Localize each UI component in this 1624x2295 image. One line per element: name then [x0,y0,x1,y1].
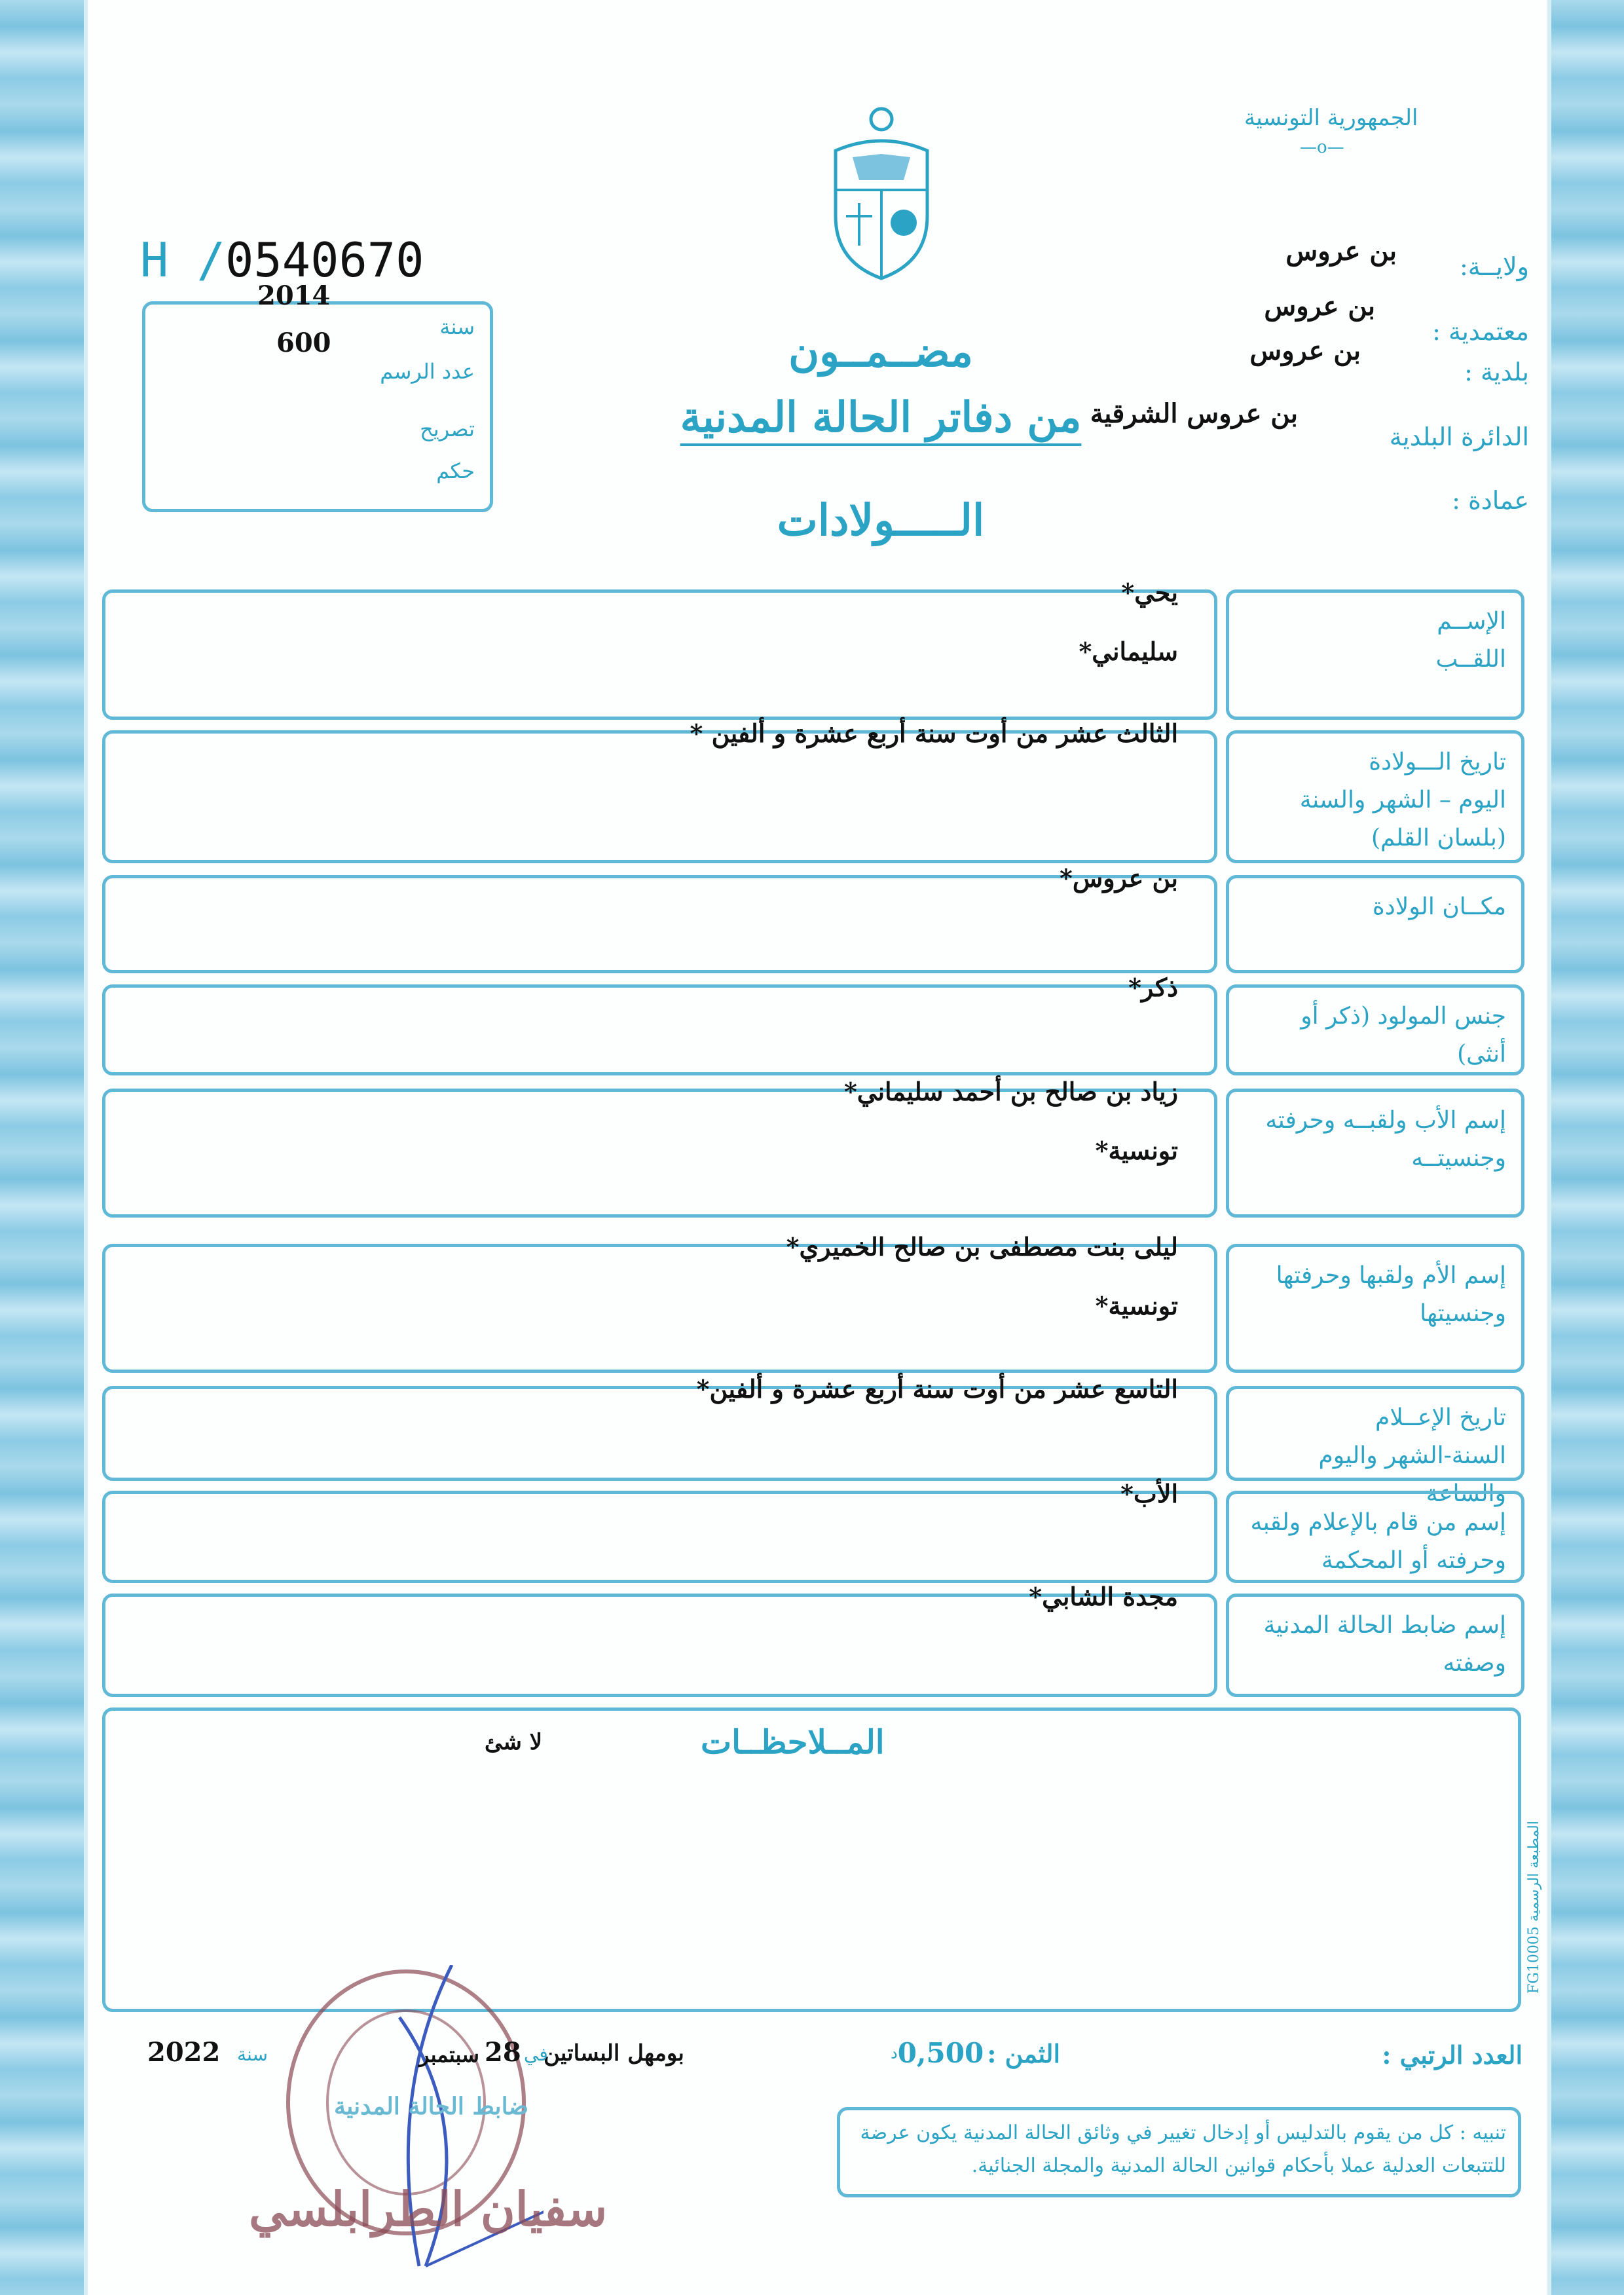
year-value: 2014 [257,280,331,311]
row-label [1226,1089,1524,1191]
row-value-line: ليلى بنت مصطفى بن صالح الخميري* [786,1232,1178,1261]
governorate-value: بن عروس [1285,236,1397,267]
serial-number [140,233,424,288]
officer-label: ضابط الحالة المدنية [334,2093,529,2120]
registers-title: من دفاتر الحالة المدنية [680,393,1082,442]
row-value [102,1360,1217,1419]
imada-label: عمادة : [1452,486,1529,515]
row-value-line: تونسية* [1095,1136,1178,1165]
row-value [102,849,1217,908]
legal-notice: تنبيه : كل من يقوم بالتدليس أو إدخال تغيير في وثائق الحالة المدنية يكون عرضة للتتبعات العدلية عملا بأحكام قوانين الحالة المدنية والمجلة الجنائية. [860,2121,1506,2177]
price-label: الثمن : [987,2039,1061,2068]
row-label-line: جنس المولود (ذكر أو أنثى) [1301,1003,1506,1068]
extract-title: مضــمــون [788,327,973,377]
row-label [1226,1594,1524,1696]
delegation-label: معتمدية : [1432,317,1529,346]
currency: د [891,2043,898,2062]
row-value-line: سليماني* [1079,637,1178,666]
price-value: 0,500 [897,2037,984,2069]
header-ornament: —o— [1300,138,1344,157]
official-stamp [268,1965,544,2292]
row-value-line: ذكر* [1128,973,1178,1002]
row-label-line: تاريخ الإعــلام [1375,1404,1506,1431]
row-value [102,1567,1217,1626]
month-value: سبتمبر [419,2042,479,2067]
row-label-line: وصفته [1443,1650,1506,1677]
remarks-value: لا شئ [485,1729,543,1755]
price [891,2037,1060,2069]
row-value [102,563,1217,681]
district-label: الدائرة البلدية [1389,422,1529,451]
municipality-label: بلدية : [1464,358,1529,386]
row-value [102,1062,1217,1180]
row-label-line: اليوم – الشهر والسنة [1299,787,1506,813]
municipality-value: بن عروس [1249,335,1361,366]
security-border-right [1547,0,1624,2295]
serial-prefix: H / [140,233,226,288]
row-value-line: زياد بن صالح بن أحمد سليماني* [843,1077,1178,1106]
row-label-line: وجنسيتها [1420,1300,1506,1327]
row-value [102,1465,1217,1523]
row-value-line: تونسية* [1095,1291,1178,1320]
row-value-line: يحي* [1121,578,1178,607]
year-value-footer: 2022 [147,2037,221,2068]
row-label-line: الإســم [1437,608,1506,635]
republic-header: الجمهورية التونسية [1244,105,1418,131]
row-label-line: وحرفته أو المحكمة [1321,1547,1506,1574]
row-label-line: إسم الأم ولقبها وحرفتها [1276,1262,1506,1289]
row-value-line: الأب* [1120,1479,1178,1508]
row-value-line: الثالث عشر من أوت سنة أربع عشرة و ألفين * [690,718,1178,748]
row-label-line: إسم الأب ولقبــه وحرفته [1265,1107,1506,1134]
serial-order-label: العدد الرتبي : [1382,2040,1522,2070]
row-label-line: وجنسيتــه [1411,1145,1506,1172]
row-value-line: مجدة الشابي* [1029,1582,1178,1611]
row-label-line: تاريخ الـــولادة [1369,749,1506,775]
district-value: بن عروس الشرقية [1090,398,1298,429]
day-value: 28 [485,2037,521,2068]
remarks-label: المــلاحظــات [701,1723,885,1761]
row-label [1226,875,1524,939]
row-value [102,958,1217,1017]
judgment-label: حكم [436,458,475,483]
serial-digits: 0540670 [225,233,424,288]
place-value: بومهل البساتين [544,2040,684,2066]
row-value-line: التاسع عشر من أوت سنة أربع عشرة و ألفين* [696,1374,1178,1404]
row-value [102,1218,1217,1335]
births-title: الـــــولادات [777,494,985,546]
governorate-label: ولايــة: [1459,252,1529,281]
act-number-label: عدد الرسم [380,359,475,384]
row-label-line: إسم من قام بالإعلام ولقبه [1250,1509,1506,1536]
row-label-line: اللقــب [1435,646,1506,673]
declaration-label: تصريح [420,417,475,441]
officer-signature-stamp: سفيان الطرابلسي [249,2181,608,2237]
year-label-footer: سنة [237,2043,268,2065]
row-label [1226,589,1524,692]
row-label [1226,1491,1524,1593]
row-label [1226,984,1524,1087]
row-value-line: بن عروس* [1060,863,1178,893]
row-label-line: السنة-الشهر واليوم والساعة [1318,1442,1506,1507]
security-border-left [0,0,88,2295]
year-label: سنة [439,314,475,339]
row-label-line: إسم ضابط الحالة المدنية [1263,1612,1506,1639]
row-label-line: (بلسان القلم) [1371,825,1506,851]
delegation-value: بن عروس [1264,291,1375,322]
printer-mark: المطبعة الرسمية FG10005 [1526,1821,1542,1994]
row-label-line: مكــان الولادة [1372,893,1506,920]
row-label [1226,1244,1524,1346]
row-value [102,704,1217,763]
in-label: في [524,2043,548,2065]
coat-of-arms-emblem [826,105,936,282]
act-number-value: 600 [276,327,331,358]
row-label [1226,730,1524,870]
